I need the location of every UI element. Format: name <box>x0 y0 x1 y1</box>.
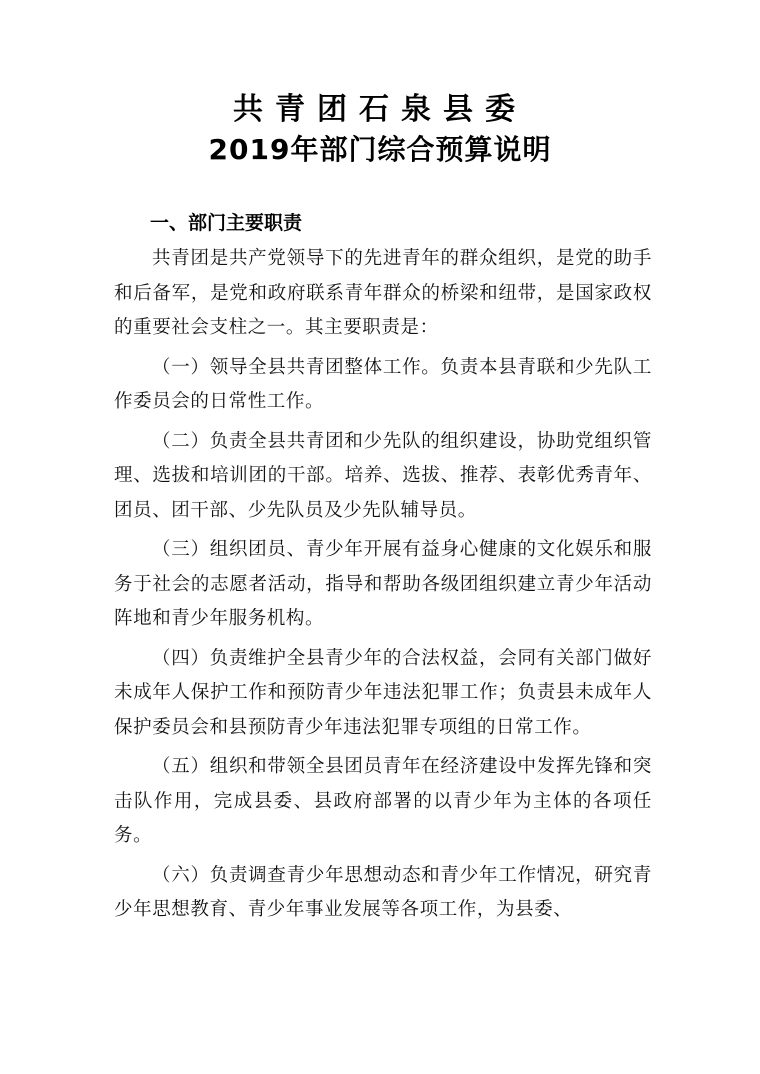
document-title-budget: 2019年部门综合预算说明 <box>208 133 552 166</box>
paragraph-duty-1: （一）领导全县共青团整体工作。负责本县青联和少先队工作委员会的日常性工作。 <box>114 356 652 412</box>
paragraph-duty-3: （三）组织团员、青少年开展有益身心健康的文化娱乐和服务于社会的志愿者活动，指导和帮助各级团组织建立青少年活动阵地和青少年服务机构。 <box>114 539 652 629</box>
section-heading-duties: 一、部门主要职责 <box>150 212 303 234</box>
paragraph-intro: 共青团是共产党领导下的先进青年的群众组织，是党的助手和后备军，是党和政府联系青年群众的桥梁和纽带，是国家政权的重要社会支柱之一。其主要职责是： <box>114 248 652 338</box>
paragraph-duty-6: （六）负责调查青少年思想动态和青少年工作情况，研究青少年思想教育、青少年事业发展等各项工作，为县委、 <box>114 864 652 920</box>
paragraph-duty-4: （四）负责维护全县青少年的合法权益，会同有关部门做好未成年人保护工作和预防青少年违法犯罪工作；负责县未成年人保护委员会和县预防青少年违法犯罪专项组的日常工作。 <box>114 647 652 738</box>
paragraph-duty-5: （五）组织和带领全县团员青年在经济建设中发挥先锋和突击队作用，完成县委、县政府部署的以青少年为主体的各项任务。 <box>114 756 652 846</box>
document-title-org: 共青团石泉县委 <box>233 92 527 127</box>
section-body <box>114 242 652 933</box>
paragraph-duty-2: （二）负责全县共青团和少先队的组织建设，协助党组织管理、选拔和培训团的干部。培养、选拔、推荐、表彰优秀青年、团员、团干部、少先队员及少先队辅导员。 <box>114 430 652 521</box>
